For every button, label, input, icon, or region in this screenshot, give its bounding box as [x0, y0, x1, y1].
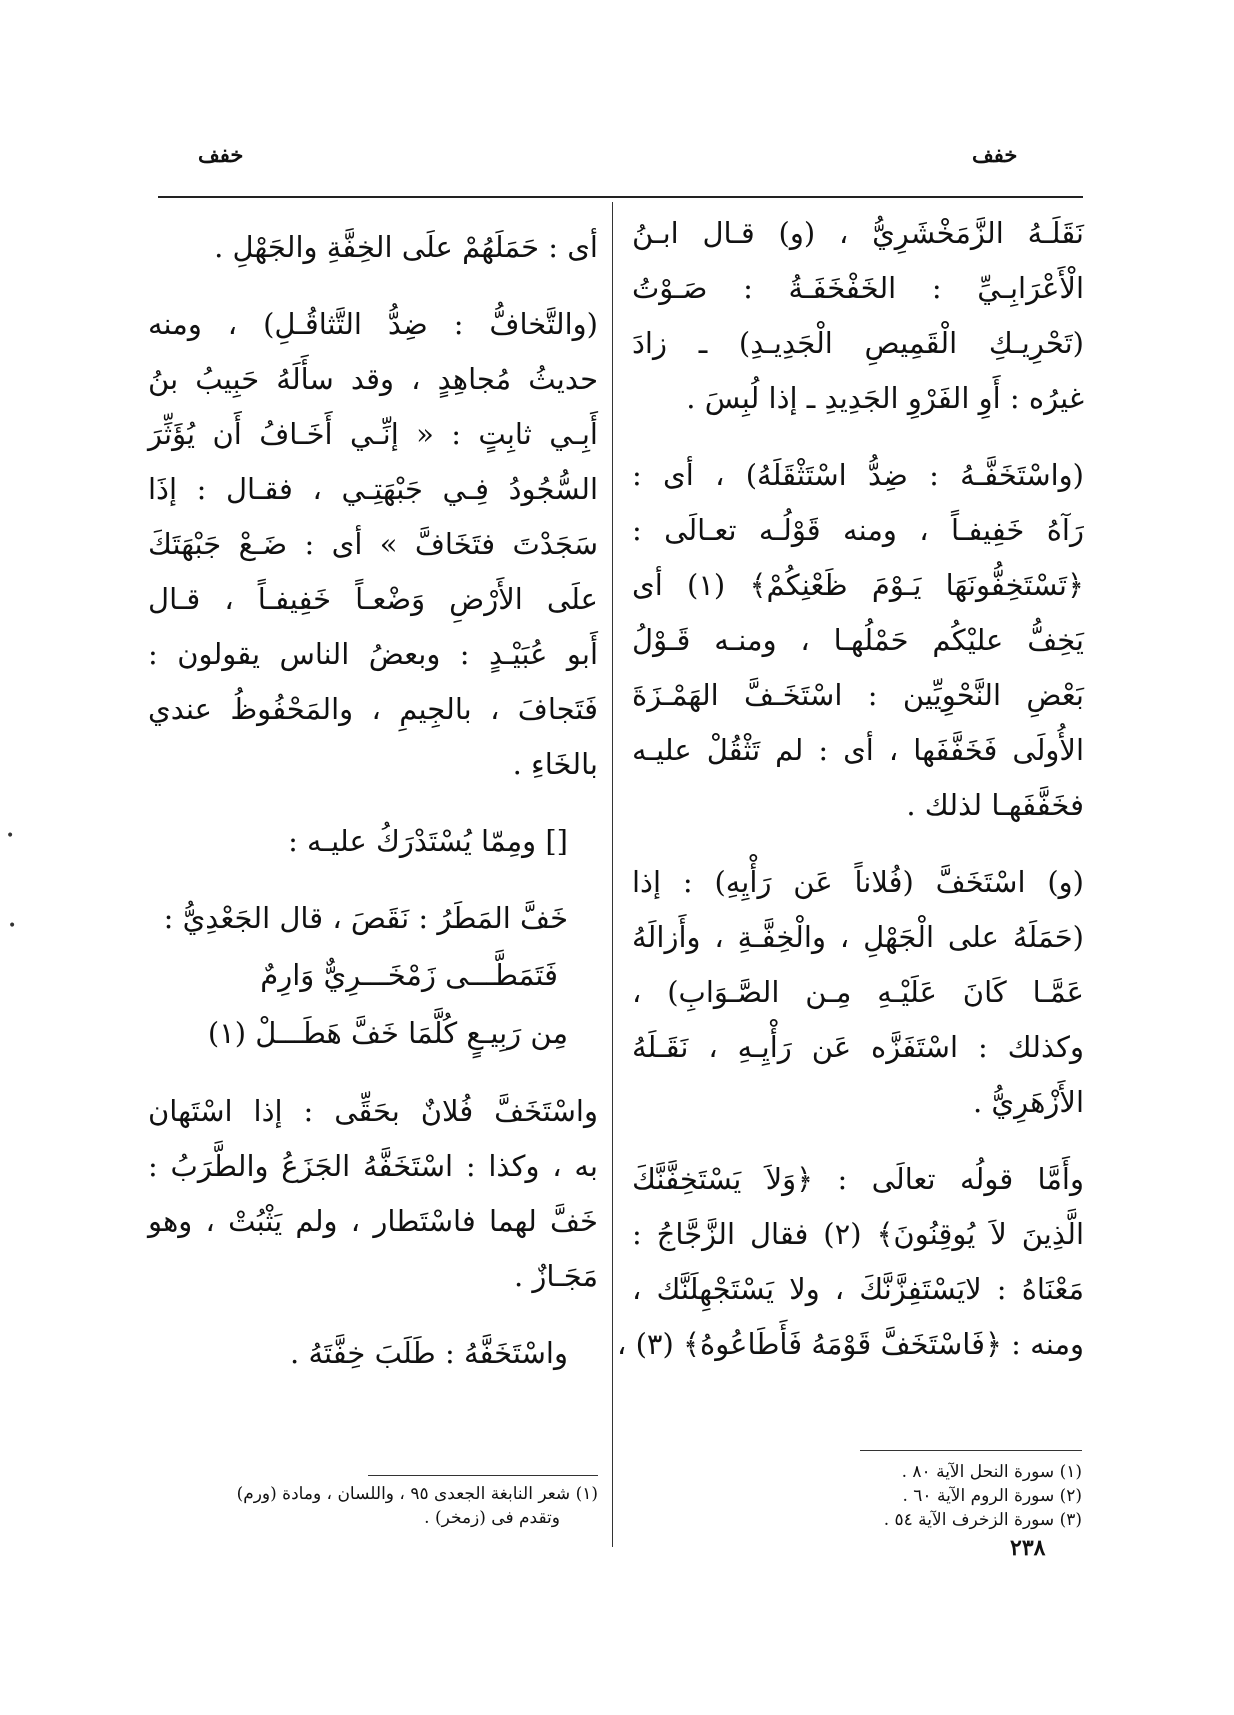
margin-dot: • [6, 828, 15, 844]
header-root-word-left: خفف [198, 142, 244, 167]
section-heading-mustadrak: [] ومِمّا يُسْتَدْرَكُ عليـه : [288, 824, 568, 858]
text-line: واسْتَخَفَّ فُلانٌ بحَقِّى : إذا اسْتَهان [148, 1094, 598, 1128]
footnote: (١) شعر النابغة الجعدى ٩٥ ، واللسان ، ومادة (ورم) [236, 1484, 598, 1504]
text-line: الْأَعْرَابِـيِّ : الخَفْخَفَـةُ : صَـوْتُ [632, 271, 1084, 305]
footnote: (١) سورة النحل الآية ٨٠ . [901, 1462, 1082, 1482]
text-line: سَجَدْتَ فتَخَافَّ » أى : ضَـعْ جَبْهَتَكَ [148, 527, 598, 561]
right-column [617, 206, 1084, 1372]
text-line: علَى الأَرْضِ وَضْعـاً خَفِيفـاً ، قـال [148, 582, 598, 616]
column-divider [612, 202, 613, 1547]
footnote: (٢) سورة الروم الآية ٦٠ . [902, 1486, 1082, 1506]
text-line: نَقَلَـهُ الزَّمَخْشَرِيُّ ، (و) قـال ابـنُ [632, 216, 1084, 250]
paragraph [148, 1084, 598, 1304]
text-line: خَفَّ المَطَرُ : نَقَصَ ، قال الجَعْدِيُّ : [163, 901, 568, 935]
text-line: أَبِـي ثابِتٍ : « إنِّـي أَخَـافُ أَن يُؤَثِّرَ [148, 417, 598, 451]
text-line: وأَمَّا قولُه تعالَى : ﴿وَلاَ يَسْتَخِفَّنَّكَ [632, 1162, 1084, 1196]
footnote: وتقدم فى (زمخر) . [424, 1508, 560, 1528]
paragraph [632, 448, 1084, 833]
paragraph [632, 206, 1084, 426]
left-column [148, 220, 598, 1381]
header-root-word-right: خفف [972, 142, 1018, 167]
paragraph [148, 297, 598, 792]
text-line: (واسْتَخَفَّـهُ : ضِدُّ اسْتَثْقَلَهُ) ، أى : [632, 458, 1084, 492]
text-line: الَّذِينَ لاَ يُوقِنُونَ﴾ (٢) فقال الزَّجَّاجُ : [632, 1217, 1084, 1251]
text-line: مَعْنَاهُ : لايَسْتَفِزَّنَّكَ ، ولا يَسْتَجْهِلَنَّك ، [632, 1272, 1084, 1306]
paragraph [148, 1326, 598, 1381]
text-line: وكذلك : اسْتَفَزَّه عَن رَأْيِـهِ ، نَقَـلَهُ [632, 1030, 1084, 1064]
footnote-rule-right [860, 1450, 1082, 1451]
text-line: عَمَّـا كَانَ عَلَيْـهِ مِـن الصَّـوَابِ) ، [632, 975, 1084, 1009]
text-line: حديثُ مُجاهِدٍ ، وقد سأَلَهُ حَبِيبُ بنُ [148, 362, 598, 396]
header-rule [158, 196, 1083, 198]
text-line: بَعْضِ النَّحْوِيِّين : اسْتَخَـفَّ الهَمْـزَةَ [632, 678, 1084, 712]
text-line: السُّجُودُ فِـي جَبْهَتِـي ، فقـال : إذَا [148, 472, 598, 506]
paragraph [617, 1152, 1084, 1372]
text-line: يَخِفُّ عليْكُم حَمْلُهـا ، ومنـه قَـوْلُ [632, 623, 1084, 657]
text-line: فَتَجافَ ، بالجِيمِ ، والمَحْفُوظُ عندي [148, 692, 598, 726]
footnotes-left [140, 1482, 598, 1530]
footnotes-right [760, 1460, 1082, 1532]
paragraph [632, 855, 1084, 1130]
text-line: خَفَّ لهما فاسْتَطار ، ولم يَثْبُتْ ، وهو [148, 1204, 598, 1238]
text-line: واسْتَخَفَّهُ : طَلَبَ خِفَّتَهُ . [290, 1336, 568, 1370]
paragraph [148, 814, 598, 869]
text-line: ﴿تَسْتَخِفُّونَهَا يَـوْمَ ظَعْنِكُمْ﴾ (١) أى [632, 568, 1084, 602]
verse-hemistich-1: فَتَمَطَّـــى زَمْخَـــرِيٌّ وَارِمٌ [260, 958, 558, 992]
text-line: رَآهُ خَفِيفـاً ، ومنه قَوْلُـه تعـالَى : [632, 513, 1084, 547]
text-line: الأُولَى فَخَفَّفَها ، أى : لم تَثْقُلْ عليـه [632, 733, 1084, 767]
text-line: غيرُه : أَوِ الفَرْوِ الجَدِيدِ ـ إذا لُبِسَ . [686, 381, 1084, 415]
paragraph [148, 220, 598, 275]
footnote: (٣) سورة الزخرف الآية ٥٤ . [883, 1510, 1082, 1530]
poetry-verse [148, 946, 598, 1062]
text-line: (حَمَلَهُ على الْجَهْلِ ، والْخِفَّـةِ ، وأَزالَهُ [632, 920, 1084, 954]
text-line: بالخَاءِ . [512, 747, 598, 781]
verse-hemistich-2: مِن رَبِيـعٍ كُلَّمَا خَفَّ هَطَـــلْ (١) [207, 1016, 568, 1050]
text-line: ومنه : ﴿فَاسْتَخَفَّ قَوْمَهُ فَأَطَاعُوهُ﴾ (٣) ، [617, 1327, 1084, 1361]
text-line: (والتَّخافُّ : ضِدُّ التَّثاقُـلِ) ، ومنه [148, 307, 598, 341]
text-line: الأَزْهَرِيُّ . [972, 1085, 1084, 1119]
text-line: (تَحْرِيـكِ الْقَمِيصِ الْجَدِيـدِ) ـ زادَ [632, 326, 1084, 360]
text-line: أَبو عُبَيْـدٍ : وبعضُ الناس يقولون : [148, 637, 598, 671]
text-line: فخَفَّفَهـا لذلك . [906, 788, 1084, 822]
footnote-rule-left [368, 1475, 598, 1476]
paragraph [148, 891, 598, 946]
text-line: مَجَـازٌ . [513, 1259, 598, 1293]
margin-dot: • [8, 918, 17, 934]
page-number: ٢٣٨ [1010, 1535, 1046, 1561]
text-line: (و) اسْتَخَفَّ (فُلاناً عَن رَأْيِهِ) : إذا [632, 865, 1084, 899]
text-line: أى : حَمَلَهُمْ علَى الخِفَّةِ والجَهْلِ . [214, 230, 598, 264]
text-line: به ، وكذا : اسْتَخَفَّهُ الجَزَعُ والطَّرَبُ : [148, 1149, 598, 1183]
